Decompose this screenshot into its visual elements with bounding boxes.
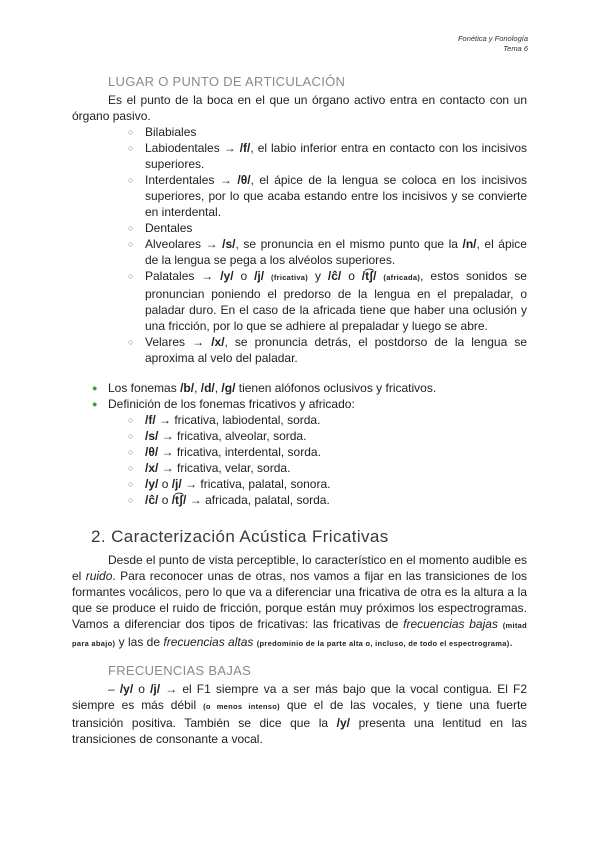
paragraph-frecuencias-bajas: – /y/ o /j/ → el F1 siempre va a ser más bajo que la vocal contigua. El F2 siempre es más débil (o menos intenso) que el de las vocales, y tiene una fuerte transición positiva. También se dice que la /y/ presenta una lentitud en las transiciones de consonante a vocal. [72,682,527,746]
page-header [458,34,528,54]
heading-caracterizacion: 2. Caracterización Acústica Fricativas [91,527,389,546]
list-item-def-s: ○ /s/ → fricativa, alveolar, sorda. [145,428,527,444]
spacer [72,366,527,380]
list-item-alofonos: ● Los fonemas /b/, /d/, /g/ tienen alófonos oclusivos y fricativos. [108,380,527,396]
list-item-def-ch: ○ /ĉ/ o /t͡ʃ/ → africada, palatal, sorda. [145,492,527,508]
header-course: Fonética y Fonología [457,34,528,43]
list-item-interdentales: ○ Interdentales → /θ/, el ápice de la lengua se coloca en los incisivos superiores, por lo que acaba estando entre los incisivos y se convierte en interdental. [145,172,527,220]
list-lugares [72,124,527,366]
heading-frecuencias-bajas: FRECUENCIAS BAJAS [108,663,252,678]
list-item-definicion: ● Definición de los fonemas fricativos y africado: ○ /f/ → fricativa, labiodental, sorda. ○ /s/ → fricativa, alveolar, sorda. ○ /θ/ → fricativa, interdental, sorda. ○ /x/ → fricativa, velar, sorda. ○ /y/ o /j/ → fricativa, palatal, sonora. ○ /ĉ/ o /t͡ʃ/ → africada, palatal, sorda. [108,396,527,508]
list-definiciones [108,412,527,508]
heading-lugar-articulacion: LUGAR O PUNTO DE ARTICULACIÓN [108,74,346,89]
list-item-velares: ○ Velares → /x/, se pronuncia detrás, el postdorso de la lengua se aproxima al velo del paladar. [145,334,527,366]
list-item-def-theta: ○ /θ/ → fricativa, interdental, sorda. [145,444,527,460]
paragraph-caracterizacion: Desde el punto de vista perceptible, lo característico en el momento audible es el ruido. Para reconocer unas de otras, nos vamos a fijar en las transiciones de los formantes vocálicos, pero lo que va a diferenciar una fricativa de otra es la altura a la que se produce el ruido de fricción, porque están muy próximos los espectrogramas. Vamos a diferenciar dos tipos de fricativas: las fricativas de frecuencias bajas (mitad para abajo) y las de frecuencias altas (predominio de la parte alta o, incluso, de todo el espectrograma). [72,553,527,649]
list-item-dentales: ○ Dentales [145,220,527,236]
header-topic: Tema 6 [503,44,528,53]
paragraph-articulacion-intro: Es el punto de la boca en el que un órgano activo entra en contacto con un órgano pasivo. [72,93,527,123]
list-item-def-x: ○ /x/ → fricativa, velar, sorda. [145,460,527,476]
list-fonemas [72,380,527,508]
list-item-def-y: ○ /y/ o /j/ → fricativa, palatal, sonora. [145,476,527,492]
list-item-labiodentales: ○ Labiodentales → /f/, el labio inferior entra en contacto con los incisivos superiores. [145,140,527,172]
list-item-def-f: ○ /f/ → fricativa, labiodental, sorda. [145,412,527,428]
page-content [72,73,527,747]
list-item-alveolares: ○ Alveolares → /s/, se pronuncia en el mismo punto que la /n/, el ápice de la lengua se pega a los alvéolos superiores. [145,236,527,268]
list-item-bilabiales: ○ Bilabiales [145,124,527,140]
list-item-palatales: ○ Palatales → /y/ o /j/ (fricativa) y /ĉ/ o /t͡ʃ/ (africada), estos sonidos se pronuncian poniendo el predorso de la lengua en el prepaladar, o paladar duro. En el caso de la africada tiene que haber una oclusión y una fricción, por lo que se adhiere al prepaladar y luego se abre. [145,268,527,334]
